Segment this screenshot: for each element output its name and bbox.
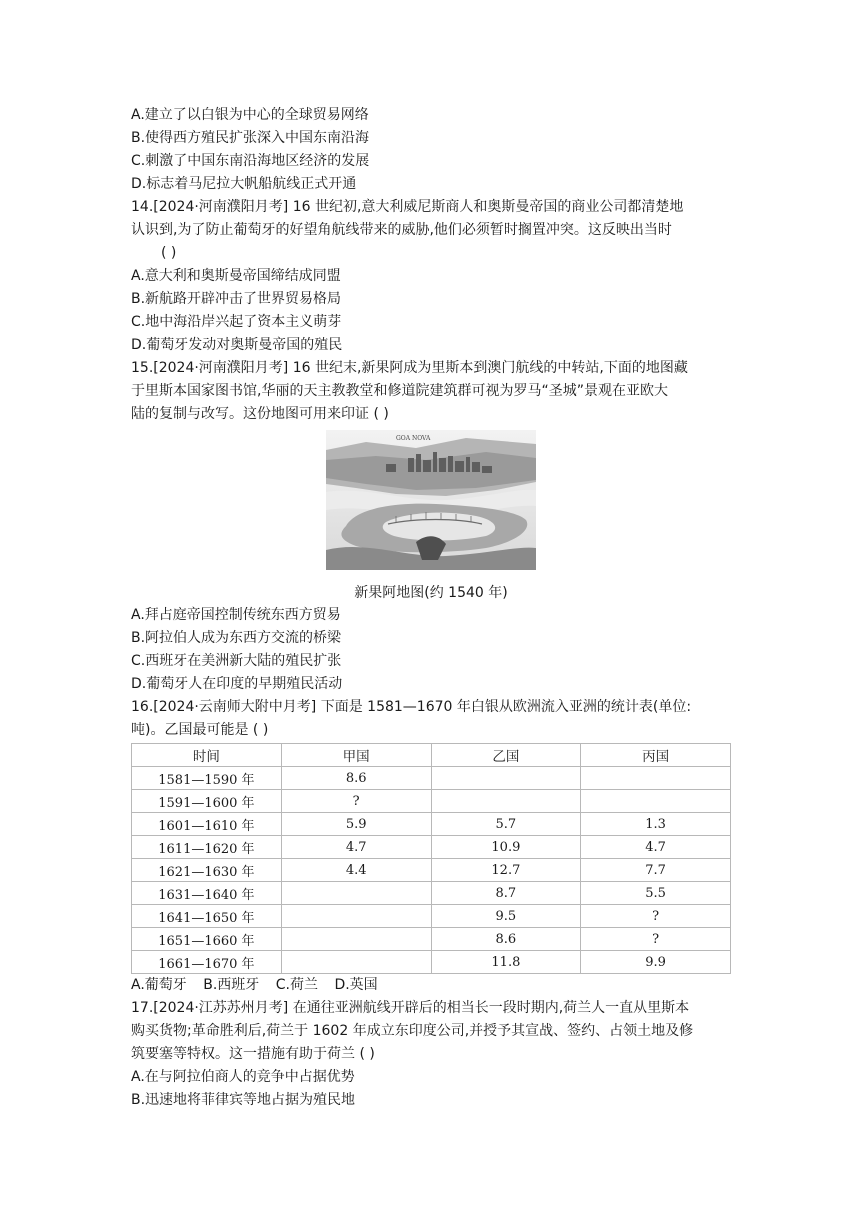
q16-option-d: D.英国 <box>334 977 378 993</box>
q16-options <box>131 974 731 997</box>
question-14 <box>131 196 731 357</box>
table-cell: ? <box>581 905 731 928</box>
table-cell <box>281 928 431 951</box>
table-header-row <box>132 744 731 767</box>
q13-option-c: C.刺激了中国东南沿海地区经济的发展 <box>131 153 370 169</box>
table-row <box>132 951 731 974</box>
table-cell: 10.9 <box>431 836 581 859</box>
silver-flow-table <box>131 743 731 974</box>
table-cell-period: 1631—1640 年 <box>132 882 282 905</box>
table-cell-period: 1641—1650 年 <box>132 905 282 928</box>
table-cell-period: 1611—1620 年 <box>132 836 282 859</box>
table-cell: 7.7 <box>581 859 731 882</box>
table-cell: 1.3 <box>581 813 731 836</box>
q15-stem-line3: 陆的复制与改写。这份地图可用来印证 ( ) <box>131 406 389 422</box>
goa-map-figure <box>131 430 731 570</box>
table-cell: 5.5 <box>581 882 731 905</box>
q14-stem-line2: 认识到,为了防止葡萄牙的好望角航线带来的威胁,他们必须暂时搁置冲突。这反映出当时 <box>131 222 672 238</box>
q17-option-b: B.迅速地将菲律宾等地占据为殖民地 <box>131 1092 356 1108</box>
q15-option-a: A.拜占庭帝国控制传统东西方贸易 <box>131 607 341 623</box>
table-cell-period: 1581—1590 年 <box>132 767 282 790</box>
table-row <box>132 767 731 790</box>
table-cell: 8.6 <box>431 928 581 951</box>
question-content <box>131 104 731 1112</box>
header-period: 时间 <box>132 744 282 767</box>
table-cell: 8.7 <box>431 882 581 905</box>
table-cell: 4.7 <box>281 836 431 859</box>
table-cell <box>581 767 731 790</box>
table-cell-period: 1661—1670 年 <box>132 951 282 974</box>
table-cell: 12.7 <box>431 859 581 882</box>
q13-option-b: B.使得西方殖民扩张深入中国东南沿海 <box>131 130 370 146</box>
q14-option-c: C.地中海沿岸兴起了资本主义萌芽 <box>131 314 342 330</box>
q16-option-a: A.葡萄牙 <box>131 977 187 993</box>
table-cell <box>281 882 431 905</box>
table-row <box>132 790 731 813</box>
table-cell: 5.9 <box>281 813 431 836</box>
q15-option-d: D.葡萄牙人在印度的早期殖民活动 <box>131 676 343 692</box>
q16-stem-line2: 吨)。乙国最可能是 ( ) <box>131 722 269 738</box>
table-cell: 8.6 <box>281 767 431 790</box>
header-country-a: 甲国 <box>281 744 431 767</box>
q14-option-a: A.意大利和奥斯曼帝国缔结成同盟 <box>131 268 341 284</box>
table-cell: 9.9 <box>581 951 731 974</box>
map-caption: 新果阿地图(约 1540 年) <box>354 585 508 601</box>
table-cell: 9.5 <box>431 905 581 928</box>
q15-stem-line1: 15.[2024·河南濮阳月考] 16 世纪末,新果阿成为里斯本到澳门航线的中转站,下面的地图藏 <box>131 360 688 376</box>
q15-option-b: B.阿拉伯人成为东西方交流的桥梁 <box>131 630 342 646</box>
question-15 <box>131 357 731 696</box>
table-row <box>132 813 731 836</box>
table-cell <box>581 790 731 813</box>
table-row <box>132 928 731 951</box>
header-country-b: 乙国 <box>431 744 581 767</box>
table-cell: ? <box>281 790 431 813</box>
table-cell: ? <box>581 928 731 951</box>
table-cell-period: 1621—1630 年 <box>132 859 282 882</box>
table-cell <box>281 905 431 928</box>
q16-option-b: B.西班牙 <box>203 977 260 993</box>
table-cell: 11.8 <box>431 951 581 974</box>
table-cell <box>431 767 581 790</box>
q17-stem-line2: 购买货物;革命胜利后,荷兰于 1602 年成立东印度公司,并授予其宣战、签约、占领土地及修 <box>131 1023 694 1039</box>
q16-option-c: C.荷兰 <box>275 977 318 993</box>
table-row <box>132 905 731 928</box>
goa-map-image <box>326 430 536 570</box>
q13-options <box>131 104 731 196</box>
q15-stem-line2: 于里斯本国家图书馆,华丽的天主教教堂和修道院建筑群可视为罗马“圣城”景观在亚欧大 <box>131 383 668 399</box>
table-cell-period: 1591—1600 年 <box>132 790 282 813</box>
table-cell: 5.7 <box>431 813 581 836</box>
table-cell-period: 1601—1610 年 <box>132 813 282 836</box>
q13-option-d: D.标志着马尼拉大帆船航线正式开通 <box>131 176 357 192</box>
q17-stem-line1: 17.[2024·江苏苏州月考] 在通往亚洲航线开辟后的相当长一段时期内,荷兰人一直从里斯本 <box>131 1000 690 1016</box>
question-16 <box>131 696 731 997</box>
q13-option-a: A.建立了以白银为中心的全球贸易网络 <box>131 107 369 123</box>
map-title-label: GOA NOVA <box>396 435 431 442</box>
q17-stem-line3: 筑要塞等特权。这一措施有助于荷兰 ( ) <box>131 1046 375 1062</box>
q15-option-c: C.西班牙在美洲新大陆的殖民扩张 <box>131 653 342 669</box>
table-cell: 4.7 <box>581 836 731 859</box>
table-cell-period: 1651—1660 年 <box>132 928 282 951</box>
header-country-c: 丙国 <box>581 744 731 767</box>
q17-option-a: A.在与阿拉伯商人的竞争中占据优势 <box>131 1069 355 1085</box>
table-row <box>132 836 731 859</box>
question-17 <box>131 997 731 1112</box>
table-row <box>132 859 731 882</box>
q14-answer-bracket: ( ) <box>161 245 177 261</box>
table-cell <box>281 951 431 974</box>
table-row <box>132 882 731 905</box>
q14-stem-line1: 14.[2024·河南濮阳月考] 16 世纪初,意大利威尼斯商人和奥斯曼帝国的商业公司都清楚地 <box>131 199 684 215</box>
q16-stem-line1: 16.[2024·云南师大附中月考] 下面是 1581—1670 年白银从欧洲流入亚洲的统计表(单位: <box>131 699 692 715</box>
table-cell <box>431 790 581 813</box>
q14-option-b: B.新航路开辟冲击了世界贸易格局 <box>131 291 342 307</box>
table-cell: 4.4 <box>281 859 431 882</box>
q14-option-d: D.葡萄牙发动对奥斯曼帝国的殖民 <box>131 337 343 353</box>
